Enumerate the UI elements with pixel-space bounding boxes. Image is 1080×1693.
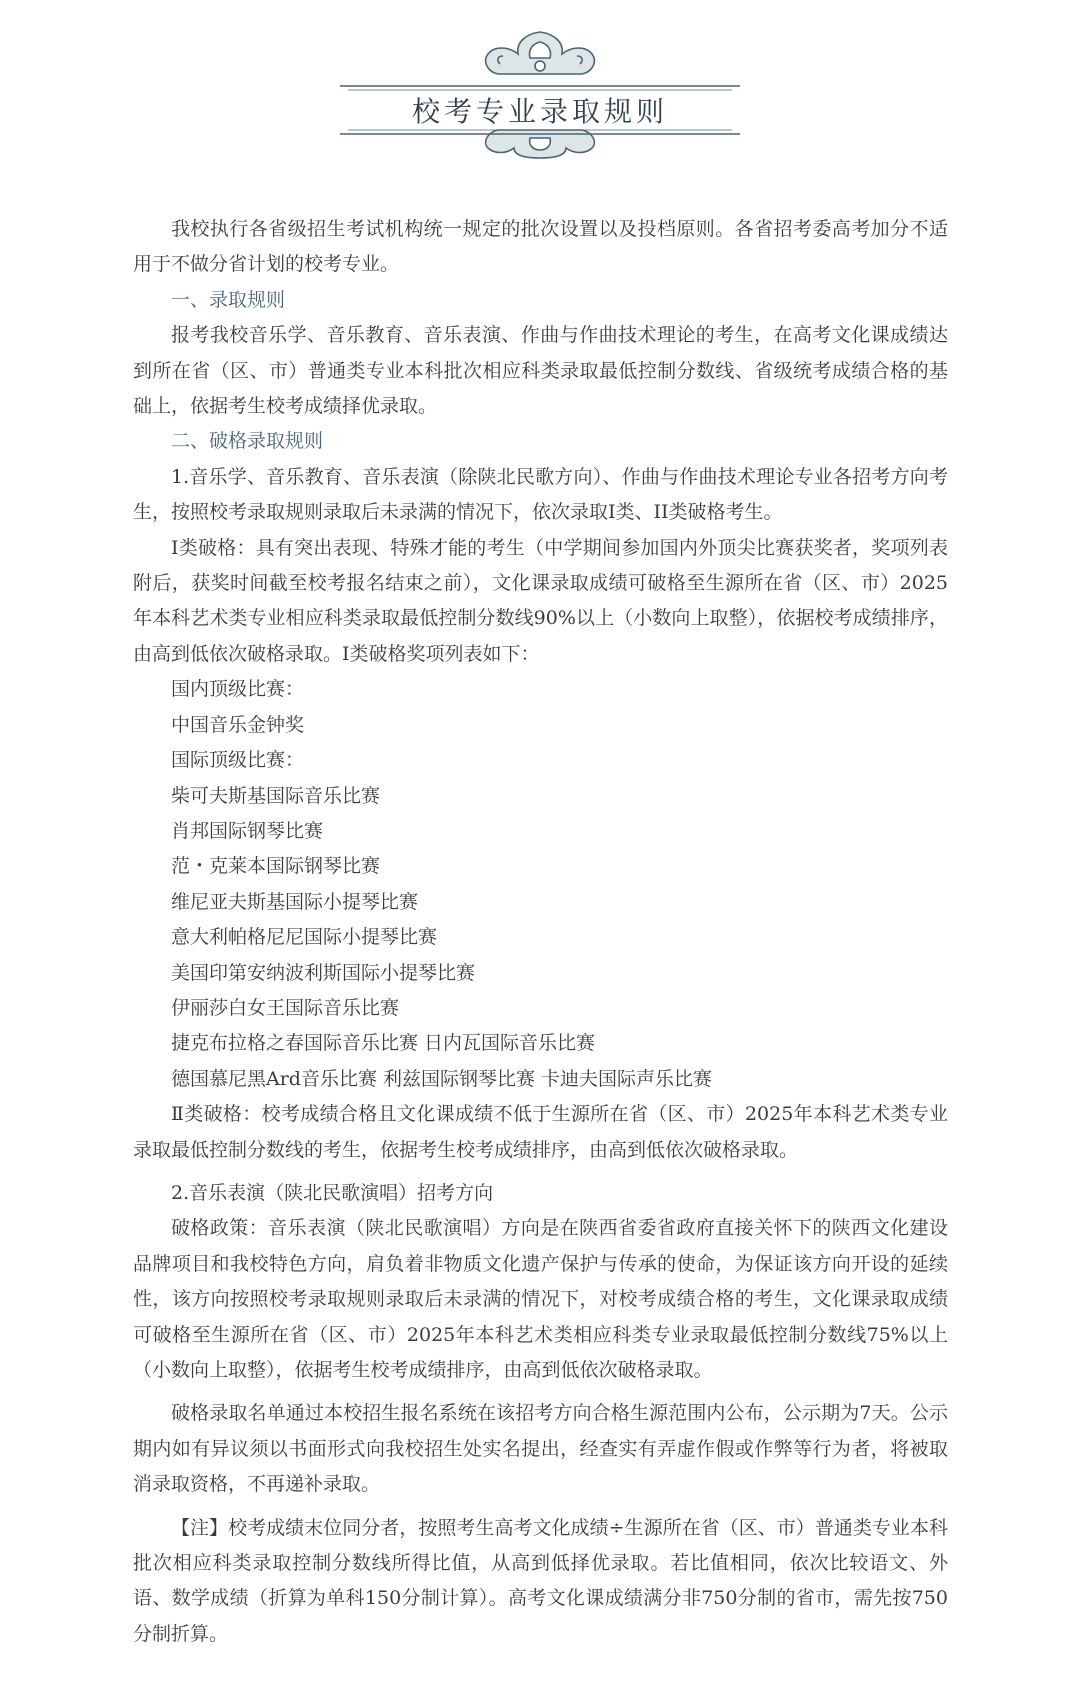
page-title: 校考专业录取规则 xyxy=(411,95,668,128)
item-1-paragraph: 1.音乐学、音乐教育、音乐表演（除陕北民歌方向）、作曲与作曲技术理论专业各招考方向考生，按照校考录取规则录取后未录满的情况下，依次录取I类、II类破格考生。 xyxy=(133,465,948,524)
class-1-paragraph: I类破格：具有突出表现、特殊才能的考生（中学期间参加国内外顶尖比赛获奖者，奖项列表附后，获奖时间截至校考报名结束之前），文化课录取成绩可破格至生源所在省（区、市）2025年本科艺术类专业相应科类录取最低控制分数线90%以上（小数向上取整），依据校考成绩排序，由高到低依次破格录取。Ⅰ类破格奖项列表如下： xyxy=(133,536,948,665)
list-item: 维尼亚夫斯基国际小提琴比赛 xyxy=(171,890,419,913)
title-banner xyxy=(340,20,740,160)
international-competitions-label: 国际顶级比赛： xyxy=(171,749,305,772)
section-heading-exceptional-admission: 二、破格录取规则 xyxy=(171,430,324,453)
domestic-competitions-label: 国内顶级比赛： xyxy=(171,678,305,701)
class-2-paragraph: Ⅱ类破格：校考成绩合格且文化课成绩不低于生源所在省（区、市）2025年本科艺术类专业录取最低控制分数线的考生，依据考生校考成绩排序，由高到低依次破格录取。 xyxy=(133,1103,948,1161)
section-heading-admission-rules: 一、录取规则 xyxy=(171,288,286,311)
list-item: 意大利帕格尼尼国际小提琴比赛 xyxy=(171,926,438,949)
note-paragraph: 【注】校考成绩末位同分者，按照考生高考文化成绩÷生源所在省（区、市）普通类专业本科批次相应科类录取控制分数线所得比值，从高到低择优录取。若比值相同，依次比较语文、外语、数学成绩（折算为单科150分制计算）。高考文化课成绩满分非750分制的省市，需先按750分制折算。 xyxy=(133,1516,948,1645)
list-item: 范・克莱本国际钢琴比赛 xyxy=(171,855,381,878)
list-item: 柴可夫斯基国际音乐比赛 xyxy=(171,784,381,807)
document-body xyxy=(133,212,948,1652)
publicity-paragraph: 破格录取名单通过本校招生报名系统在该招考方向合格生源范围内公布，公示期为7天。公示期内如有异议须以书面形式向我校招生处实名提出，经查实有弄虚作假或作弊等行为者，将被取消录取资格，不再递补录取。 xyxy=(133,1402,948,1496)
list-item: 美国印第安纳波利斯国际小提琴比赛 xyxy=(171,961,476,984)
list-item: 肖邦国际钢琴比赛 xyxy=(171,819,324,842)
policy-paragraph: 破格政策：音乐表演（陕北民歌演唱）方向是在陕西省委省政府直接关怀下的陕西文化建设品牌项目和我校特色方向，肩负着非物质文化遗产保护与传承的使命，为保证该方向开设的延续性，该方向按照校考录取规则录取后未录满的情况下，对校考成绩合格的考生，文化课录取成绩可破格至生源所在省（区、市）2025年本科艺术类相应科类专业录取最低控制分数线75%以上（小数向上取整），依据考生校考成绩排序，由高到低依次破格录取。 xyxy=(133,1217,948,1381)
list-item: 捷克布拉格之春国际音乐比赛 日内瓦国际音乐比赛 xyxy=(171,1032,596,1055)
item-2-paragraph: 2.音乐表演（陕北民歌演唱）招考方向 xyxy=(171,1181,494,1204)
list-item: 中国音乐金钟奖 xyxy=(171,713,305,736)
intro-paragraph: 我校执行各省级招生考试机构统一规定的批次设置以及投档原则。各省招考委高考加分不适用于不做分省计划的校考专业。 xyxy=(133,218,948,276)
list-item: 伊丽莎白女王国际音乐比赛 xyxy=(171,996,400,1019)
admission-rules-paragraph: 报考我校音乐学、音乐教育、音乐表演、作曲与作曲技术理论的考生，在高考文化课成绩达到所在省（区、市）普通类专业本科批次相应科类录取最低控制分数线、省级统考成绩合格的基础上，依据考生校考成绩择优录取。 xyxy=(133,324,948,418)
list-item: 德国慕尼黑Ard音乐比赛 利兹国际钢琴比赛 卡迪夫国际声乐比赛 xyxy=(171,1067,713,1090)
